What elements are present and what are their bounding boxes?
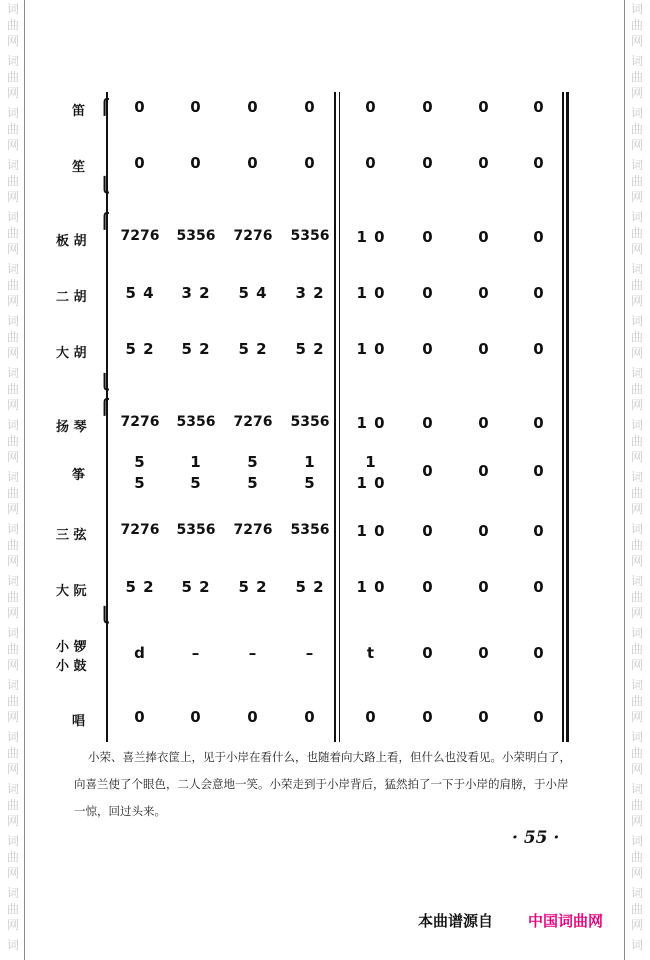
watermark-glyph: 词 [6,106,19,120]
watermark-glyph: 词 [630,886,643,900]
notation-cell: 7276 [233,414,273,430]
notation-cell: 0 [304,708,316,726]
notation-cell: 5 5 [247,453,259,492]
watermark-glyph: 网 [6,86,19,100]
notation-cell: 5 4 [238,284,268,302]
watermark-glyph: 网 [6,138,19,152]
watermark-glyph: 词 [6,2,19,16]
notation-cell: 0 [422,522,434,540]
footer-source-label: 本曲谱源自 [418,912,494,930]
watermark-glyph: 曲 [6,18,19,32]
watermark-glyph: 网 [6,918,19,932]
watermark-glyph: 词 [630,574,643,588]
notation-cell: 0 [365,98,377,116]
notation-cell: 5356 [290,522,330,538]
watermark-glyph: 网 [630,398,643,412]
notation-cell: 0 [533,154,545,172]
notation-cell: 5356 [290,228,330,244]
watermark-glyph: 曲 [6,798,19,812]
watermark-glyph: 网 [6,606,19,620]
notation-cell: – [191,644,201,662]
notation-cell: 5356 [176,228,216,244]
watermark-glyph: 曲 [630,902,643,916]
instrument-label: 板 胡 [56,234,87,249]
instrument-label: 大 阮 [56,584,87,599]
watermark-glyph: 曲 [630,590,643,604]
notation-cell: 0 [247,98,259,116]
watermark-glyph: 网 [6,190,19,204]
notation-cell: 0 [533,98,545,116]
notation-cell: 0 [422,228,434,246]
notation-cell: 5356 [176,414,216,430]
instrument-label: 扬 琴 [56,420,87,435]
notation-cell: 5356 [176,522,216,538]
watermark-glyph: 词 [6,314,19,328]
notation-cell: 5 2 [125,340,155,358]
watermark-glyph: 词 [6,262,19,276]
notation-cell: 5 2 [295,340,325,358]
notation-cell: 7276 [233,522,273,538]
instrument-label: 二 胡 [56,290,87,305]
stage-direction-paragraph: 小荣、喜兰捧衣筐上，见于小岸在看什么，也随着向大路上看，但什么也没看见。小荣明白了，向喜兰使了个眼色，二人会意地一笑。小荣走到于小岸背后，猛然拍了一下于小岸的肩膀，于小岸一惊，回过头来。 [74,750,571,818]
notation-cell: 1 0 [356,228,386,246]
group-brace-plucked: ⎧ [99,398,111,416]
notation-cell: 0 [304,154,316,172]
notation-cell: 0 [478,154,490,172]
notation-cell: 0 [247,708,259,726]
watermark-glyph: 曲 [6,122,19,136]
notation-cell: 0 [304,98,316,116]
notation-cell: 1 0 [356,522,386,540]
watermark-glyph: 曲 [6,746,19,760]
watermark-glyph: 网 [630,502,643,516]
watermark-glyph: 曲 [630,434,643,448]
watermark-glyph: 曲 [6,850,19,864]
instrument-label: 三 弦 [56,528,87,543]
watermark-glyph: 网 [6,34,19,48]
watermark-glyph: 词 [630,938,643,952]
watermark-glyph: 词 [630,262,643,276]
notation-cell: 0 [134,98,146,116]
notation-cell: 5 2 [125,578,155,596]
watermark-glyph: 网 [630,762,643,776]
notation-cell: 0 [422,98,434,116]
notation-cell: 5 2 [238,578,268,596]
notation-cell: 5 2 [295,578,325,596]
watermark-glyph: 网 [6,502,19,516]
notation-cell: 7276 [233,228,273,244]
watermark-glyph: 曲 [6,174,19,188]
notation-cell: t [366,644,376,662]
notation-cell: 0 [533,284,545,302]
watermark-glyph: 曲 [6,382,19,396]
watermark-glyph: 曲 [6,642,19,656]
notation-cell: 3 2 [181,284,211,302]
watermark-glyph: 词 [6,730,19,744]
watermark-glyph: 曲 [630,798,643,812]
notation-cell: 0 [478,414,490,432]
notation-cell: 0 [422,708,434,726]
watermark-glyph: 曲 [630,746,643,760]
notation-cell: 0 [478,578,490,596]
watermark-glyph: 词 [6,834,19,848]
notation-cell: 5 5 [134,453,146,492]
watermark-glyph: 网 [6,242,19,256]
watermark-glyph: 词 [630,470,643,484]
watermark-glyph: 曲 [6,486,19,500]
watermark-glyph: 曲 [6,278,19,292]
watermark-glyph: 网 [6,554,19,568]
watermark-glyph: 网 [630,86,643,100]
notation-cell: 5356 [290,414,330,430]
notation-cell: 0 [533,228,545,246]
watermark-glyph: 网 [630,34,643,48]
watermark-glyph: 网 [630,710,643,724]
watermark-glyph: 词 [6,626,19,640]
watermark-glyph: 网 [6,294,19,308]
notation-cell: 0 [422,340,434,358]
notation-cell: 1 5 [190,453,202,492]
notation-cell: 0 [134,708,146,726]
notation-cell: 0 [365,154,377,172]
watermark-glyph: 网 [6,814,19,828]
watermark-glyph: 网 [630,866,643,880]
notation-cell: 0 [533,578,545,596]
notation-cell: 0 [422,414,434,432]
watermark-glyph: 曲 [6,330,19,344]
right-watermark-column [628,0,648,960]
notation-cell: 0 [478,98,490,116]
watermark-glyph: 曲 [630,538,643,552]
watermark-glyph: 曲 [630,850,643,864]
watermark-glyph: 词 [6,418,19,432]
notation-cell: d [134,644,146,662]
notation-cell: 1 0 [356,340,386,358]
watermark-glyph: 曲 [6,70,19,84]
notation-cell: 7276 [120,522,160,538]
notation-cell: 0 [533,644,545,662]
watermark-glyph: 词 [630,314,643,328]
watermark-glyph: 曲 [630,330,643,344]
notation-cell: 0 [478,522,490,540]
notation-cell: 0 [365,708,377,726]
notation-cell: 0 [190,708,202,726]
group-brace-bowed-end: ⎩ [99,373,111,391]
watermark-glyph: 网 [6,450,19,464]
watermark-glyph: 词 [630,678,643,692]
notation-cell: 0 [478,462,490,480]
watermark-glyph: 词 [6,522,19,536]
watermark-glyph: 词 [6,574,19,588]
watermark-glyph: 词 [6,210,19,224]
notation-cell: 5 2 [181,340,211,358]
notation-cell: 5 2 [238,340,268,358]
watermark-glyph: 网 [6,398,19,412]
instrument-label: 唱 [72,714,86,729]
watermark-glyph: 网 [630,658,643,672]
notation-cell: 1 0 [356,578,386,596]
watermark-glyph: 网 [630,242,643,256]
group-brace-bowed: ⎧ [99,212,111,230]
watermark-glyph: 曲 [630,122,643,136]
watermark-glyph: 曲 [6,590,19,604]
instrument-label: 筝 [72,468,86,483]
watermark-glyph: 网 [630,554,643,568]
watermark-glyph: 曲 [630,642,643,656]
watermark-glyph: 词 [630,626,643,640]
group-brace-winds-end: ⎩ [99,176,111,194]
notation-cell: 7276 [120,228,160,244]
watermark-glyph: 词 [6,470,19,484]
watermark-glyph: 词 [630,834,643,848]
group-brace-winds: ⎧ [99,98,111,116]
watermark-glyph: 网 [6,762,19,776]
watermark-glyph: 词 [630,782,643,796]
watermark-glyph: 网 [630,606,643,620]
instrument-label: 笙 [72,160,86,175]
watermark-glyph: 网 [630,450,643,464]
notation-cell: 0 [478,228,490,246]
watermark-glyph: 词 [630,106,643,120]
watermark-glyph: 曲 [630,226,643,240]
notation-cell: 5 2 [181,578,211,596]
watermark-glyph: 曲 [6,434,19,448]
notation-cell: 1 0 [356,414,386,432]
watermark-glyph: 曲 [630,694,643,708]
watermark-glyph: 曲 [630,18,643,32]
notation-cell: 0 [478,644,490,662]
watermark-glyph: 曲 [6,902,19,916]
notation-cell: 3 2 [295,284,325,302]
notation-cell: 0 [422,644,434,662]
notation-cell: 0 [134,154,146,172]
notation-cell: 0 [478,708,490,726]
notation-cell: – [248,644,258,662]
notation-cell: 1 0 [356,284,386,302]
watermark-glyph: 词 [6,886,19,900]
notation-cell: 0 [422,578,434,596]
instrument-label: 小 锣 小 鼓 [56,640,87,674]
left-edge-rule [24,0,25,960]
watermark-glyph: 网 [630,918,643,932]
watermark-glyph: 词 [6,54,19,68]
notation-cell: 0 [533,708,545,726]
watermark-glyph: 曲 [6,226,19,240]
notation-cell: 0 [533,522,545,540]
notation-cell: 0 [190,154,202,172]
notation-cell: – [305,644,315,662]
notation-cell: 1 5 [304,453,316,492]
instrument-label: 笛 [72,104,86,119]
watermark-glyph: 曲 [630,174,643,188]
watermark-glyph: 曲 [630,486,643,500]
watermark-glyph: 词 [630,730,643,744]
notation-cell: 0 [478,284,490,302]
watermark-glyph: 曲 [630,382,643,396]
footer-site-link[interactable]: 中国词曲网 [528,912,604,930]
watermark-glyph: 网 [630,190,643,204]
notation-cell: 1 1 0 [356,453,386,492]
notation-cell: 0 [478,340,490,358]
watermark-glyph: 曲 [630,70,643,84]
left-watermark-column [4,0,24,960]
watermark-glyph: 网 [6,710,19,724]
watermark-glyph: 词 [6,938,19,952]
notation-cell: 0 [422,462,434,480]
notation-cell: 0 [533,414,545,432]
watermark-glyph: 网 [630,294,643,308]
right-edge-rule [624,0,625,960]
watermark-glyph: 网 [6,346,19,360]
watermark-glyph: 词 [630,2,643,16]
watermark-glyph: 词 [630,158,643,172]
watermark-glyph: 曲 [6,538,19,552]
watermark-glyph: 网 [6,658,19,672]
notation-cell: 5 4 [125,284,155,302]
notation-cell: 0 [422,284,434,302]
watermark-glyph: 网 [630,138,643,152]
watermark-glyph: 词 [6,158,19,172]
watermark-glyph: 词 [6,782,19,796]
notation-cell: 0 [533,340,545,358]
watermark-glyph: 词 [630,54,643,68]
group-brace-plucked-end: ⎩ [99,606,111,624]
watermark-glyph: 网 [630,814,643,828]
watermark-glyph: 词 [630,366,643,380]
notation-cell: 0 [533,462,545,480]
watermark-glyph: 词 [6,366,19,380]
instrument-label: 大 胡 [56,346,87,361]
notation-cell: 0 [422,154,434,172]
watermark-glyph: 网 [630,346,643,360]
watermark-glyph: 曲 [6,694,19,708]
page-number: · 55 · [512,828,560,848]
watermark-glyph: 词 [630,522,643,536]
notation-cell: 7276 [120,414,160,430]
watermark-glyph: 词 [6,678,19,692]
watermark-glyph: 词 [630,418,643,432]
watermark-glyph: 词 [630,210,643,224]
watermark-glyph: 曲 [630,278,643,292]
notation-cell: 0 [247,154,259,172]
watermark-glyph: 网 [6,866,19,880]
notation-cell: 0 [190,98,202,116]
